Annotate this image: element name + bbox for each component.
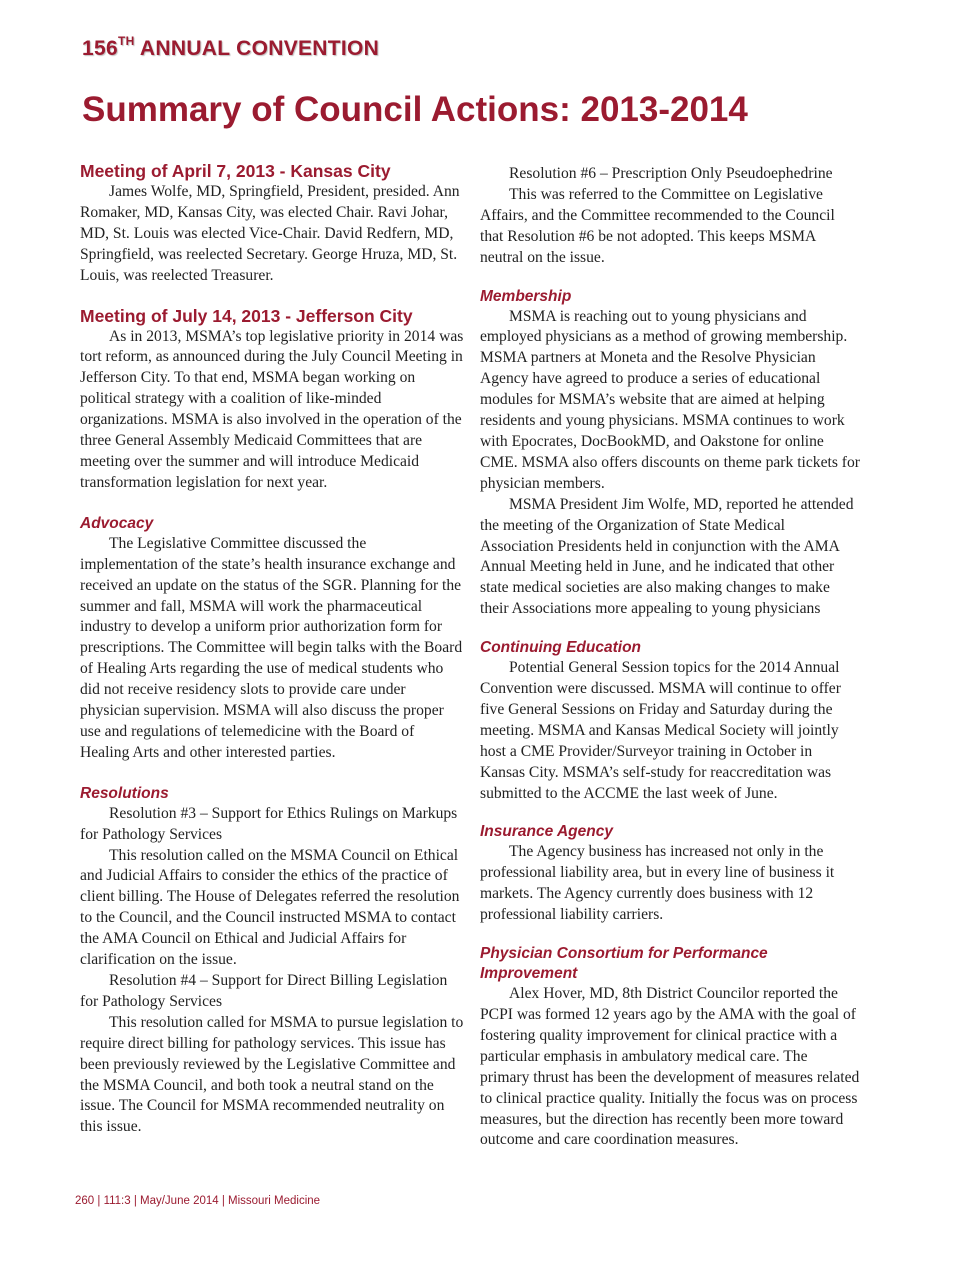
paragraph: Potential General Session topics for the 2014 Annual Convention were discussed. MSMA will continue to offer five General Sessions on Friday and Saturday during the meeting. MSMA and Kansas Medical Society will jointly host a CME Provider/Surveyor training in October in Kansas City. MSMA’s self-study for reaccreditation was submitted to the ACCME the last week of June. (480, 659, 841, 802)
paragraph: This resolution called on the MSMA Council on Ethical and Judicial Affairs to consider the ethics of the practice of client billing. The House of Delegates referred the resolution to the Council, and the Council instructed MSMA to contact the AMA Council on Ethical and Judicial Affairs for clarification on the issue. (80, 846, 460, 969)
subheading-membership: Membership (480, 287, 572, 305)
subheading-continuing-education: Continuing Education (480, 639, 642, 657)
paragraph: James Wolfe, MD, Springfield, President, presided. Ann Romaker, MD, Kansas City, was elected Chair. Ravi Johar, MD, St. Louis was elected Vice-Chair. David Redfern, MD, Springfield, was reelected Secretary. George Hruza, MD, St. Louis, was reelected Treasurer. (80, 183, 460, 284)
paragraph: This was referred to the Committee on Legislative Affairs, and the Committee recommended to the Council that Resolution #6 be not adopted. This keeps MSMA neutral on the issue. (480, 185, 835, 266)
paragraph: The Legislative Committee discussed the implementation of the state’s health insurance exchange and received an update on the status of the SGR. Planning for the summer and fall, MSMA will work the pharmaceutical industry to develop a uniform prior authorization form for prescriptions. The Committee will begin talks with the Board of Healing Arts regarding the use of medical students who did not receive residency slots to provide care under physician supervision. MSMA will also discuss the proper use and regulations of telemedicine with the Board of Healing Arts and other interested parties. (80, 534, 463, 761)
kicker-number: 156 (82, 37, 118, 60)
page-title: Summary of Council Actions: 2013-2014 (82, 90, 748, 129)
subheading-resolutions: Resolutions (80, 784, 169, 802)
paragraph: This resolution called for MSMA to pursue legislation to require direct billing for pathology services. This issue has been previously reviewed by the Legislative Committee and the MSMA Council, and both took a neutral stand on the issue. The Council for MSMA recommended neutrality on this issue. (80, 1013, 464, 1136)
paragraph: Resolution #6 – Prescription Only Pseudoephedrine (509, 165, 833, 182)
kicker-superscript: TH (117, 34, 135, 48)
convention-kicker (82, 36, 379, 61)
section-heading-july-meeting: Meeting of July 14, 2013 - Jefferson City (80, 305, 413, 326)
paragraph: Alex Hover, MD, 8th District Councilor reported the PCPI was formed 12 years ago by the AMA with the goal of fostering quality improvement for clinical practice with a particular emphasis in ambulatory medical care. The primary thrust has been the development of measures related to clinical practice quality. Initially the focus was on process measures, but the direction has recently been more toward outcome and care coordination measures. (480, 985, 860, 1149)
section-heading-april-meeting: Meeting of April 7, 2013 - Kansas City (80, 161, 391, 181)
subheading-insurance-agency: Insurance Agency (480, 823, 613, 841)
paragraph: As in 2013, MSMA’s top legislative priority in 2014 was tort reform, as announced during the July Council Meeting in Jefferson City. To that end, MSMA began working on political strategy with a coalition of like-minded organizations. MSMA is also involved in the operation of the three General Assembly Medicaid Committees that are meeting over the summer and will introduce Medicaid transformation legislation for next year. (80, 327, 464, 491)
paragraph: The Agency business has increased not only in the professional liability area, but in every line of business it markets. The Agency currently does business with 12 professional liability carriers. (480, 843, 835, 924)
kicker-text: ANNUAL CONVENTION (139, 37, 380, 60)
page-footer: 260 | 111:3 | May/June 2014 | Missouri Medicine (75, 1195, 321, 1207)
subheading-pcpi: Physician Consortium for Performance Improvement (480, 945, 768, 983)
subheading-advocacy: Advocacy (80, 514, 154, 532)
paragraph: MSMA is reaching out to young physicians and employed physicians as a method of growing membership. MSMA partners at Moneta and the Resolve Physician Agency have agreed to produce a series of educational modules for MSMA’s website that are aimed at helping residents and young physicians. MSMA continues to work with Epocrates, DocBookMD, and Oakstone for online CME. MSMA also offers discounts on theme park tickets for physician members. (480, 307, 860, 492)
paragraph: Resolution #4 – Support for Direct Billing Legislation for Pathology Services (80, 972, 448, 1010)
paragraph: Resolution #3 – Support for Ethics Rulings on Markups for Pathology Services (80, 804, 458, 843)
paragraph: MSMA President Jim Wolfe, MD, reported he attended the meeting of the Organization of State Medical Association Presidents held in conjunction with the AMA Annual Meeting held in June, and he indicated that other state medical societies are also making changes to make their Associations more appealing to young physicians (480, 495, 854, 618)
left-column (80, 160, 465, 1138)
right-column (480, 164, 860, 1151)
